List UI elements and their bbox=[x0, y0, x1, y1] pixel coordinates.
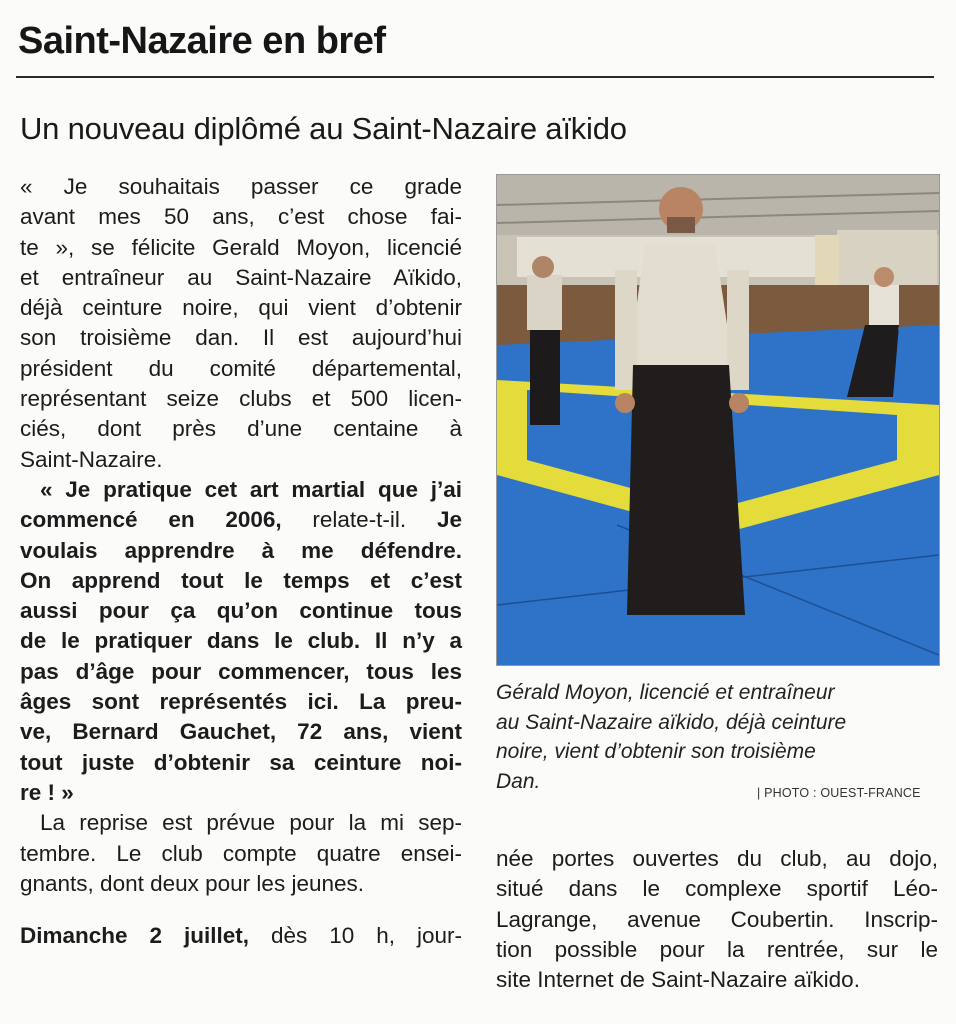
text-normal: relate-t-il. bbox=[312, 507, 407, 533]
dojo-photo-illustration bbox=[497, 175, 939, 665]
text-line: site Internet de Saint-Nazaire aïkido. bbox=[496, 967, 860, 993]
text-line bbox=[20, 505, 462, 535]
text-line bbox=[20, 921, 462, 951]
paragraph-3 bbox=[20, 808, 462, 899]
text-bold: Dimanche 2 juillet, bbox=[20, 923, 249, 949]
text-line: « Je souhaitais passer ce grade bbox=[20, 174, 462, 199]
text-line: Saint-Nazaire. bbox=[20, 446, 163, 472]
text-line: née portes ouvertes du club, au dojo, bbox=[496, 846, 938, 871]
photo-credit: | PHOTO : OUEST-FRANCE bbox=[757, 786, 921, 800]
paragraph-1 bbox=[20, 172, 462, 475]
article-headline: Un nouveau diplômé au Saint-Nazaire aïkido bbox=[20, 111, 627, 146]
text-bold: commencé en 2006, bbox=[20, 507, 282, 533]
text-line: pas d’âge pour commencer, tous les bbox=[20, 658, 462, 684]
caption-line: Dan. bbox=[496, 769, 541, 793]
caption-line: noire, vient d’obtenir son troisième bbox=[496, 740, 816, 763]
text-line: ve, Bernard Gauchet, 72 ans, vient bbox=[20, 719, 462, 745]
text-line: représentant seize clubs et 500 licen- bbox=[20, 386, 462, 412]
text-line: tout juste d’obtenir sa ceinture noi- bbox=[20, 749, 462, 775]
text-line: Lagrange, avenue Coubertin. Inscrip- bbox=[496, 906, 938, 932]
text-bold: Je bbox=[436, 507, 462, 533]
text-line: tembre. Le club compte quatre ensei- bbox=[20, 840, 462, 866]
text-line: tion possible pour la rentrée, sur le bbox=[496, 936, 938, 962]
text-line: de le pratiquer dans le club. Il n’y a bbox=[20, 628, 462, 654]
text-line: La reprise est prévue pour la mi sep- bbox=[40, 810, 462, 836]
text-line: son troisième dan. Il est aujourd’hui bbox=[20, 325, 462, 351]
caption-line: Gérald Moyon, licencié et entraîneur bbox=[496, 681, 835, 704]
text-line: « Je pratique cet art martial que j’ai bbox=[40, 476, 462, 502]
text-line: voulais apprendre à me défendre. bbox=[20, 537, 462, 563]
text-line: déjà ceinture noire, qui vient d’obtenir bbox=[20, 295, 462, 321]
article-photo bbox=[496, 174, 940, 666]
text-line: âges sont représentés ici. La preu- bbox=[20, 689, 462, 715]
text-line: gnants, dont deux pour les jeunes. bbox=[20, 870, 364, 896]
text-line: ciés, dont près d’une centaine à bbox=[20, 416, 462, 442]
text-line: avant mes 50 ans, c’est chose fai- bbox=[20, 204, 462, 230]
section-rule bbox=[16, 76, 934, 78]
photo-caption bbox=[496, 678, 938, 796]
text-line: situé dans le complexe sportif Léo- bbox=[496, 876, 938, 902]
paragraph-4-continued bbox=[496, 844, 938, 995]
text-line: On apprend tout le temps et c’est bbox=[20, 567, 462, 593]
text-normal: dès 10 h, jour- bbox=[270, 923, 462, 949]
section-title: Saint-Nazaire en bref bbox=[18, 20, 386, 62]
paragraph-2-quote bbox=[20, 475, 462, 808]
text-line: te », se félicite Gerald Moyon, licencié bbox=[20, 234, 462, 260]
text-line: re ! » bbox=[20, 779, 74, 805]
caption-line: au Saint-Nazaire aïkido, déjà ceinture bbox=[496, 710, 847, 734]
text-line: et entraîneur au Saint-Nazaire Aïkido, bbox=[20, 264, 462, 290]
text-line: président du comité départemental, bbox=[20, 355, 462, 381]
text-line: aussi pour ça qu’on continue tous bbox=[20, 598, 462, 624]
article-right-column bbox=[496, 844, 938, 995]
paragraph-4 bbox=[20, 921, 462, 951]
article-left-column bbox=[20, 172, 462, 951]
